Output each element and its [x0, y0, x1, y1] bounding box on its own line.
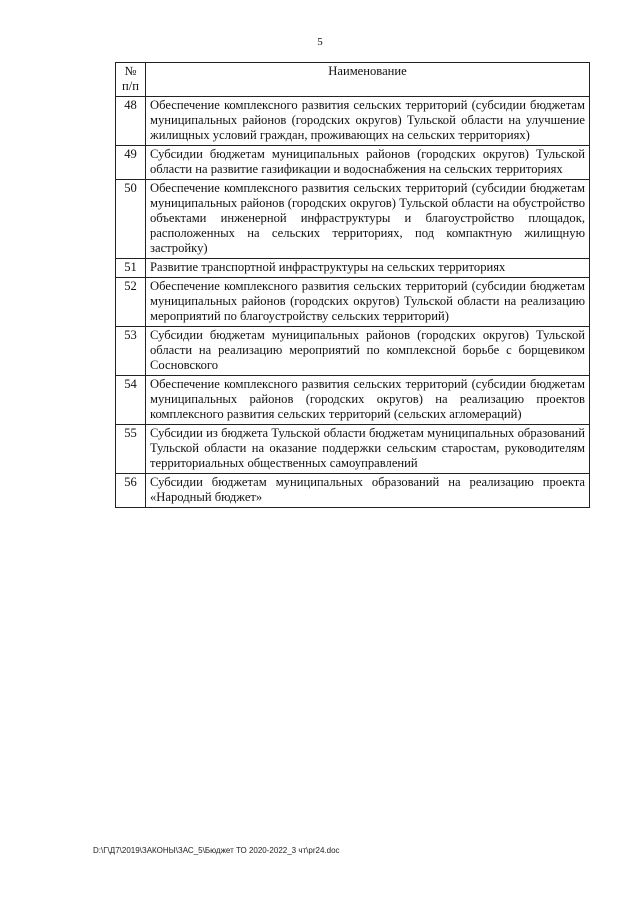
subsidies-table	[115, 62, 590, 508]
row-name: Субсидии бюджетам муниципальных образований на реализацию проекта «Народный бюджет»	[146, 474, 590, 508]
row-name: Субсидии из бюджета Тульской области бюджетам муниципальных образований Тульской области на оказание поддержки сельским старостам, руководителям территориальных общественных самоуправлений	[146, 425, 590, 474]
row-name: Обеспечение комплексного развития сельских территорий (субсидии бюджетам муниципальных районов (городских округов) Тульской области на реализацию мероприятий по благоустройству сельских территорий)	[146, 278, 590, 327]
row-name: Обеспечение комплексного развития сельских территорий (субсидии бюджетам муниципальных районов (городских округов) на реализацию проектов комплексного развития сельских территорий (сельских агломераций)	[146, 376, 590, 425]
row-number: 56	[116, 474, 146, 508]
row-name: Развитие транспортной инфраструктуры на сельских территориях	[146, 259, 590, 278]
row-name: Субсидии бюджетам муниципальных районов (городских округов) Тульской области на реализацию мероприятий по комплексной борьбе с борщевиком Сосновского	[146, 327, 590, 376]
column-header-number	[116, 63, 146, 97]
row-number: 52	[116, 278, 146, 327]
column-header-name: Наименование	[146, 63, 590, 97]
column-header-number-sign: №	[124, 64, 137, 78]
table-header-row	[116, 63, 590, 97]
page-number: 5	[317, 36, 323, 48]
table-row	[116, 474, 590, 508]
footer-file-path: D:\Г\Д7\2019\ЗАКОНЫ\ЗАС_5\Бюджет ТО 2020-2022_3 чт\рr24.doc	[93, 846, 340, 855]
row-number: 48	[116, 97, 146, 146]
table-row	[116, 376, 590, 425]
row-number: 50	[116, 180, 146, 259]
table-row	[116, 327, 590, 376]
table-row	[116, 146, 590, 180]
row-name: Субсидии бюджетам муниципальных районов (городских округов) Тульской области на развитие газификации и водоснабжения на сельских территориях	[146, 146, 590, 180]
row-name: Обеспечение комплексного развития сельских территорий (субсидии бюджетам муниципальных районов (городских округов) Тульской области на улучшение жилищных условий граждан, проживающих на сельских территориях)	[146, 97, 590, 146]
row-number: 51	[116, 259, 146, 278]
table-row	[116, 97, 590, 146]
row-name: Обеспечение комплексного развития сельских территорий (субсидии бюджетам муниципальных районов (городских округов) Тульской области на обустройство объектами инженерной инфраструктуры и благоустройство площадок, расположенных на сельских территориях, под компактную жилищную застройку)	[146, 180, 590, 259]
row-number: 54	[116, 376, 146, 425]
table-row	[116, 425, 590, 474]
table-row	[116, 180, 590, 259]
table-row	[116, 259, 590, 278]
row-number: 55	[116, 425, 146, 474]
row-number: 53	[116, 327, 146, 376]
table-row	[116, 278, 590, 327]
row-number: 49	[116, 146, 146, 180]
column-header-number-abbr: п/п	[122, 79, 139, 93]
